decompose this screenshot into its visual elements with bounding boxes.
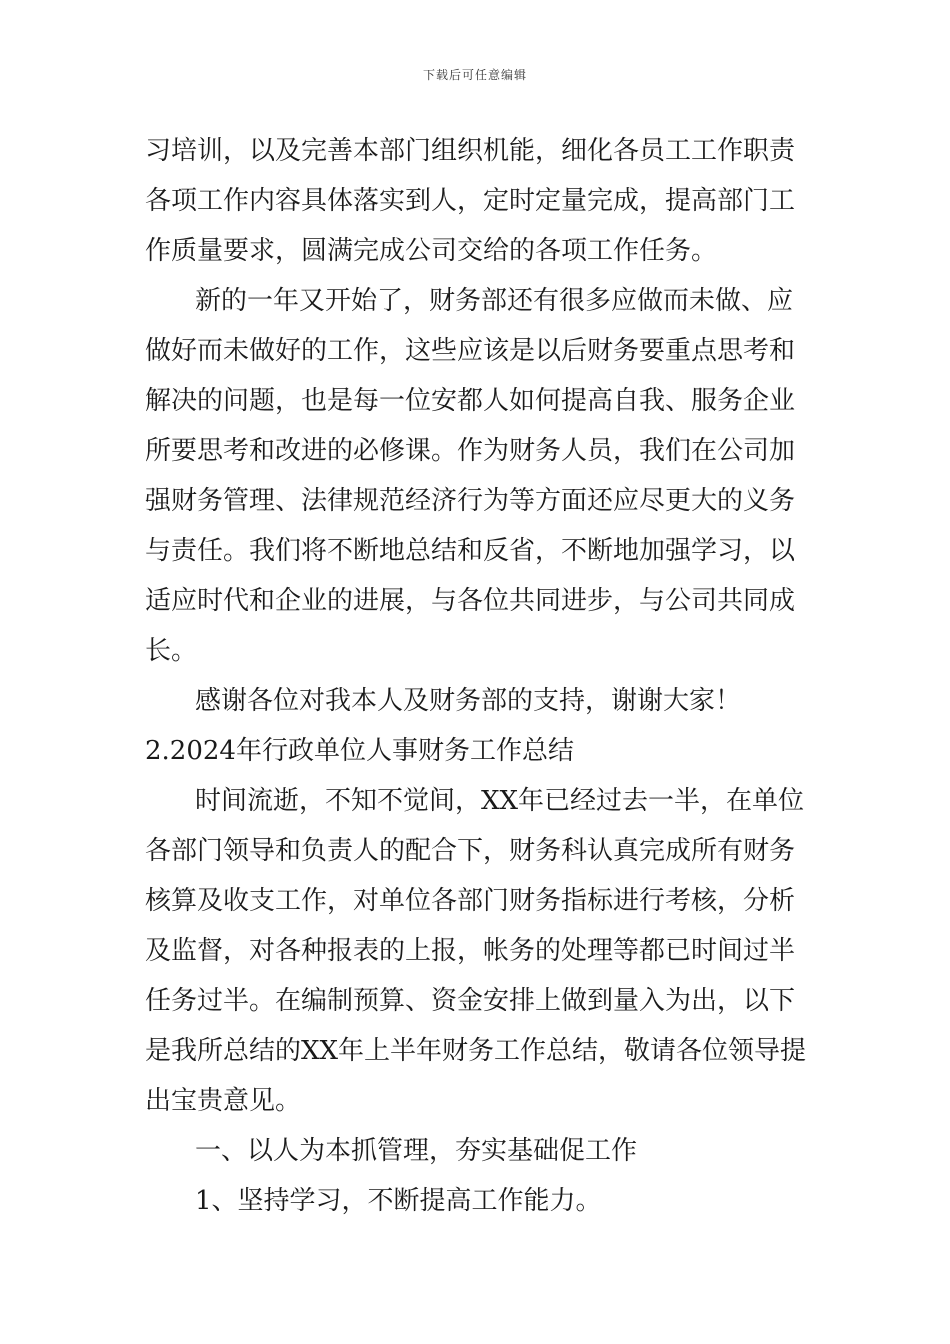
thanks-line: 感谢各位对我本人及财务部的支持，谢谢大家！ xyxy=(195,686,742,716)
text-line: 做好而未做好的工作，这些应该是以后财务要重点思考和 xyxy=(145,336,796,366)
page-header: 下载后可任意编辑 xyxy=(422,68,527,82)
text-line: 长。 xyxy=(145,636,198,666)
text-line: 各项工作内容具体落实到人，定时定量完成，提高部门工 xyxy=(145,186,796,216)
text-line: 各部门领导和负责人的配合下，财务科认真完成所有财务 xyxy=(145,836,796,866)
text-line: 所要思考和改进的必修课。作为财务人员，我们在公司加 xyxy=(145,436,796,466)
text-line: 任务过半。在编制预算、资金安排上做到量入为出，以下 xyxy=(145,986,796,1016)
text-line: 习培训，以及完善本部门组织机能，细化各员工工作职责 xyxy=(145,136,796,166)
text-line: 与责任。我们将不断地总结和反省，不断地加强学习，以 xyxy=(145,536,796,566)
document-body xyxy=(145,126,815,1226)
text-line: 作质量要求，圆满完成公司交给的各项工作任务。 xyxy=(145,236,718,266)
text-line: 是我所总结的XX年上半年财务工作总结，敬请各位领导提 xyxy=(145,1036,807,1066)
text-line: 强财务管理、法律规范经济行为等方面还应尽更大的义务 xyxy=(145,486,796,516)
paragraph-first-line: 新的一年又开始了，财务部还有很多应做而未做、应 xyxy=(195,286,794,316)
section-title: 2.2024年行政单位人事财务工作总结 xyxy=(145,736,574,766)
text-line: 出宝贵意见。 xyxy=(145,1086,302,1116)
text-line: 核算及收支工作，对单位各部门财务指标进行考核，分析 xyxy=(145,886,796,916)
list-item-heading: 1、坚持学习，不断提高工作能力。 xyxy=(195,1186,602,1216)
paragraph-first-line: 时间流逝，不知不觉间，XX年已经过去一半，在单位 xyxy=(195,786,805,816)
text-line: 解决的问题，也是每一位安都人如何提高自我、服务企业 xyxy=(145,386,796,416)
text-line: 适应时代和企业的进展，与各位共同进步，与公司共同成 xyxy=(145,586,796,616)
subsection-heading: 一、以人为本抓管理，夯实基础促工作 xyxy=(195,1136,638,1166)
text-line: 及监督，对各种报表的上报，帐务的处理等都已时间过半 xyxy=(145,936,796,966)
